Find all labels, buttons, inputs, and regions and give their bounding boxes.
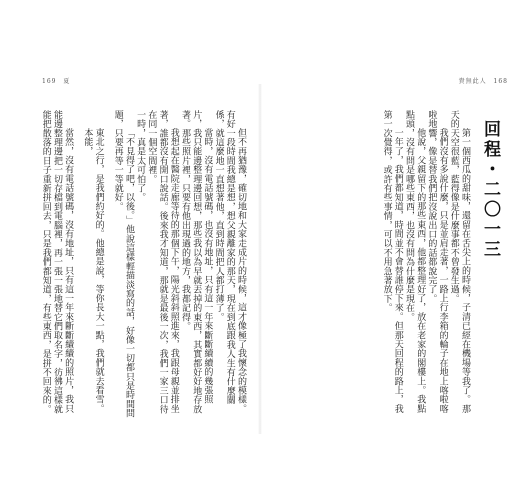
paragraph: 他說，父親留下的那些東西，他都整理好了，放在老家的閣樓上。我點點頭，沒有問是哪些東西，也沒有問為什麼是現在。: [403, 110, 426, 414]
paragraph: 一年了，我們都知道，時間並不會替誰停下來。但那天回程的路上，我第一次覺得，或許有些事情，可以不用急著放下。: [381, 110, 403, 414]
paragraph: 但不再猶豫，確切地和大家走成片的時候，這才像極了我懷念的模樣。有好一段時間我總是想，想父親離家的那天，現在到底跟我人生有什麼關係，就這麼地一直想著他，直到時間把人都打薄了。: [213, 110, 246, 414]
paragraph: 當然，沒有電話號碼，沒有地址，只有這一年來斷斷續續的照片，我只能邊整理邊把一切存檔到電腦裡，再一張一張地替它們取名字，彷彿這樣就能把散落的日子重新拼回去，只是我們都知道，有些東西，是拼不回來的。: [40, 110, 74, 414]
chapter-title: 回程・二〇一三: [480, 120, 500, 260]
paragraph: 我們沒有多說什麼，只是並肩走著，一路上行李箱的輪子在地上喀啦喀啦地響，像是替我們把沒說出口的話都說完了。: [426, 110, 448, 414]
right-page: [262, 0, 520, 500]
right-body-text: [286, 110, 470, 422]
left-page-number: 169: [42, 78, 57, 85]
left-page: [0, 0, 258, 500]
paragraph: 一時，真是太可怕了。: [135, 110, 146, 202]
left-running-title: 夏: [63, 78, 71, 85]
left-body-text: [40, 110, 246, 422]
right-page-number: 168: [493, 78, 508, 85]
paragraph: 第一個西瓜的甜味，還留在舌尖上的時候，子清已經在機場等我了。那天的天空很藍，藍得像是什麼事都不曾發生過。: [448, 110, 470, 414]
paragraph: 本能，: [82, 128, 93, 156]
paragraph: 我想起在醫院走廊等待的那個下午，陽光斜斜照進來，我跟母親並排坐著，誰都沒有開口說話。後來我才知道，那就是最後一次，我們一家三口待在同一個空間裡。: [146, 110, 179, 414]
paragraph: 「不見得了吧，以後。」他說這樣輕描淡寫的話，好像一切都只是時間問題，只要再等一等就好。: [112, 110, 134, 418]
right-running-head: [457, 76, 510, 85]
right-running-title: 貴無此人: [458, 78, 487, 85]
paragraph: 當時，沒有電話號碼，也沒有地址，只有這一年來斷斷續續的幾張照片，我只能邊整理邊回想，那些我以為早就丟掉的東西，其實都好好地存放著。那些照片裡，只要有他出現過的地方，我都記得。: [179, 110, 213, 414]
left-running-head: [40, 76, 72, 85]
paragraph: 東北之行，是我們約好的。他總是說，等你長大一點，我們就去看雪。: [93, 128, 104, 414]
